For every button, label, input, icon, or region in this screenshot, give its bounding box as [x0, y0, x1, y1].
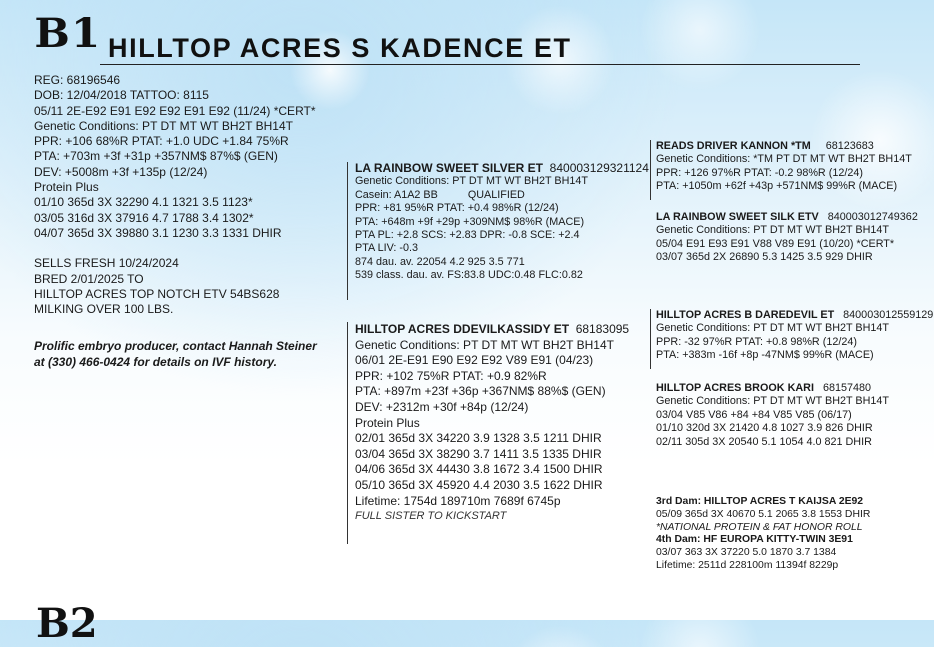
- dam-name: HILLTOP ACRES DDEVILKASSIDY ET: [355, 322, 570, 336]
- dam-dam-block: [656, 382, 889, 449]
- dam-line: 03/04 365d 3X 38290 3.7 1411 3.5 1335 DHIR: [355, 446, 602, 461]
- pedigree-line: [650, 140, 651, 200]
- record-line: 04/07 365d 3X 39880 3.1 1230 3.3 1331 DHIR: [34, 225, 282, 240]
- sire-line: PTA PL: +2.8 SCS: +2.83 DPR: -0.8 SCE: +2.4: [355, 229, 580, 242]
- dam-line: 05/10 365d 3X 45920 4.4 2030 3.5 1622 DHIR: [355, 477, 603, 492]
- dam-sire-name: HILLTOP ACRES B DAREDEVIL ET: [656, 309, 835, 321]
- dam-line: 06/01 2E-E91 E90 E92 E92 V89 E91 (04/23): [355, 353, 594, 368]
- remark-line: at (330) 466-0424 for details on IVF history.: [34, 354, 277, 369]
- dam-line: PTA: +897m +23f +36p +367NM$ 88%$ (GEN): [355, 384, 606, 399]
- sire-line: PTA LIV: -0.3: [355, 242, 419, 255]
- dam-sire-line: PTA: +383m -16f +8p -47NM$ 99%R (MACE): [656, 349, 874, 362]
- dam-sire-line: Genetic Conditions: PT DT MT WT BH2T BH14T: [656, 322, 890, 335]
- dam-line: Lifetime: 1754d 189710m 7689f 6745p: [355, 493, 561, 508]
- sire-line: 539 class. dau. av. FS:83.8 UDC:0.48 FLC:0.82: [355, 269, 583, 282]
- dam-dam-line: 01/10 320d 3X 21420 4.8 1027 3.9 826 DHIR: [656, 422, 873, 435]
- pta-line: PTA: +703m +3f +31p +357NM$ 87%$ (GEN): [34, 149, 278, 164]
- fourth-dam-lifetime: Lifetime: 2511d 228100m 11394f 8229p: [656, 559, 839, 571]
- note-line: HILLTOP ACRES TOP NOTCH ETV 54BS628: [34, 286, 280, 301]
- next-lot-number: B2: [36, 600, 98, 647]
- dam-dam-line: Genetic Conditions: PT DT MT WT BH2T BH14T: [656, 395, 890, 408]
- sire-sire-name: READS DRIVER KANNON *TM: [656, 140, 811, 152]
- fourth-dam-record: 03/07 363 3X 37220 5.0 1870 3.7 1384: [656, 547, 837, 559]
- sire-sire-id: 68123683: [825, 140, 874, 152]
- sire-id: 840003129321124: [549, 161, 649, 175]
- title-divider: [100, 64, 860, 65]
- note-line: BRED 2/01/2025 TO: [34, 271, 144, 286]
- sire-sire-line: Genetic Conditions: *TM PT DT MT WT BH2T BH14T: [656, 153, 912, 166]
- dam-sire-id: 840003012559129: [843, 309, 934, 321]
- record-line: 01/10 365d 3X 32290 4.1 1321 3.5 1123*: [34, 195, 253, 210]
- note-line: MILKING OVER 100 LBS.: [34, 302, 174, 317]
- dev-line: DEV: +5008m +3f +135p (12/24): [34, 164, 208, 179]
- dam-sire-line: PPR: -32 97%R PTAT: +0.8 98%R (12/24): [656, 335, 857, 348]
- sire-name: LA RAINBOW SWEET SILVER ET: [355, 161, 543, 175]
- pedigree-line: [650, 309, 651, 369]
- dam-block: [355, 322, 629, 525]
- sire-line: 874 dau. av. 22054 4.2 925 3.5 771: [355, 255, 525, 268]
- sire-dam-line: Genetic Conditions: PT DT MT WT BH2T BH14T: [656, 224, 890, 237]
- dam-dam-line: 02/11 305d 3X 20540 5.1 1054 4.0 821 DHIR: [656, 435, 872, 448]
- fourth-dam-heading: 4th Dam: HF EUROPA KITTY-TWIN 3E91: [656, 534, 853, 546]
- sire-sire-line: PTA: +1050m +62f +43p +571NM$ 99%R (MACE): [656, 180, 898, 193]
- ppr-line: PPR: +106 68%R PTAT: +1.0 UDC +1.84 75%R: [34, 134, 289, 149]
- lot-number: B1: [34, 10, 102, 57]
- dam-note: FULL SISTER TO KICKSTART: [355, 510, 507, 523]
- sire-dam-id: 840003012749362: [827, 211, 918, 223]
- third-dam-record: 05/09 365d 3X 40670 5.1 2065 3.8 1553 DHIR: [656, 508, 871, 520]
- dam-dam-id: 68157480: [822, 382, 872, 394]
- dam-line: 02/01 365d 3X 34220 3.9 1328 3.5 1211 DHIR: [355, 431, 602, 446]
- sire-line: Genetic Conditions: PT DT MT WT BH2T BH14T: [355, 175, 589, 188]
- sire-block: [355, 162, 649, 283]
- sire-dam-block: [656, 211, 918, 265]
- sire-line: PTA: +648m +9f +29p +309NM$ 98%R (MACE): [355, 215, 585, 228]
- dam-id: 68183095: [575, 322, 630, 336]
- dam-sire-block: [656, 309, 933, 363]
- sire-sire-block: [656, 140, 912, 194]
- ancestry-block: [656, 496, 870, 573]
- main-animal-info: [34, 73, 317, 370]
- animal-title: HILLTOP ACRES S KADENCE ET: [108, 33, 572, 63]
- sire-dam-line: 05/04 E91 E93 E91 V88 V89 E91 (10/20) *CERT*: [656, 237, 895, 250]
- reg-line: REG: 68196546: [34, 73, 121, 87]
- third-dam-heading: 3rd Dam: HILLTOP ACRES T KAIJSA 2E92: [656, 496, 864, 507]
- dam-line: DEV: +2312m +30f +84p (12/24): [355, 399, 529, 414]
- dam-dam-line: 03/04 V85 V86 +84 +84 V85 V85 (06/17): [656, 408, 852, 421]
- pedigree-line: [347, 322, 348, 544]
- remark-line: Prolific embryo producer, contact Hannah Steiner: [34, 339, 317, 354]
- sire-sire-line: PPR: +126 97%R PTAT: -0.2 98%R (12/24): [656, 166, 863, 179]
- sire-dam-name: LA RAINBOW SWEET SILK ETV: [656, 211, 819, 223]
- dob-line: DOB: 12/04/2018 TATTOO: 8115: [34, 88, 209, 103]
- sire-dam-line: 03/07 365d 2X 26890 5.3 1425 3.5 929 DHIR: [656, 251, 873, 264]
- classification-line: 05/11 2E-E92 E91 E92 E92 E91 E92 (11/24) *CERT*: [34, 103, 316, 118]
- third-dam-honor: *NATIONAL PROTEIN & FAT HONOR ROLL: [656, 521, 863, 533]
- dam-line: PPR: +102 75%R PTAT: +0.9 82%R: [355, 368, 547, 383]
- dam-line: Genetic Conditions: PT DT MT WT BH2T BH14T: [355, 337, 614, 352]
- dam-dam-name: HILLTOP ACRES BROOK KARI: [656, 382, 814, 394]
- sire-line: PPR: +81 95%R PTAT: +0.4 98%R (12/24): [355, 202, 559, 215]
- note-line: SELLS FRESH 10/24/2024: [34, 256, 179, 271]
- genetic-line: Genetic Conditions: PT DT MT WT BH2T BH14T: [34, 118, 293, 133]
- protein-line: Protein Plus: [34, 180, 99, 195]
- record-line: 03/05 316d 3X 37916 4.7 1788 3.4 1302*: [34, 210, 254, 225]
- pedigree-line: [347, 162, 348, 300]
- dam-line: Protein Plus: [355, 415, 420, 430]
- sire-line: Casein: A1A2 BB QUALIFIED: [355, 188, 525, 201]
- dam-line: 04/06 365d 3X 44430 3.8 1672 3.4 1500 DHIR: [355, 462, 603, 477]
